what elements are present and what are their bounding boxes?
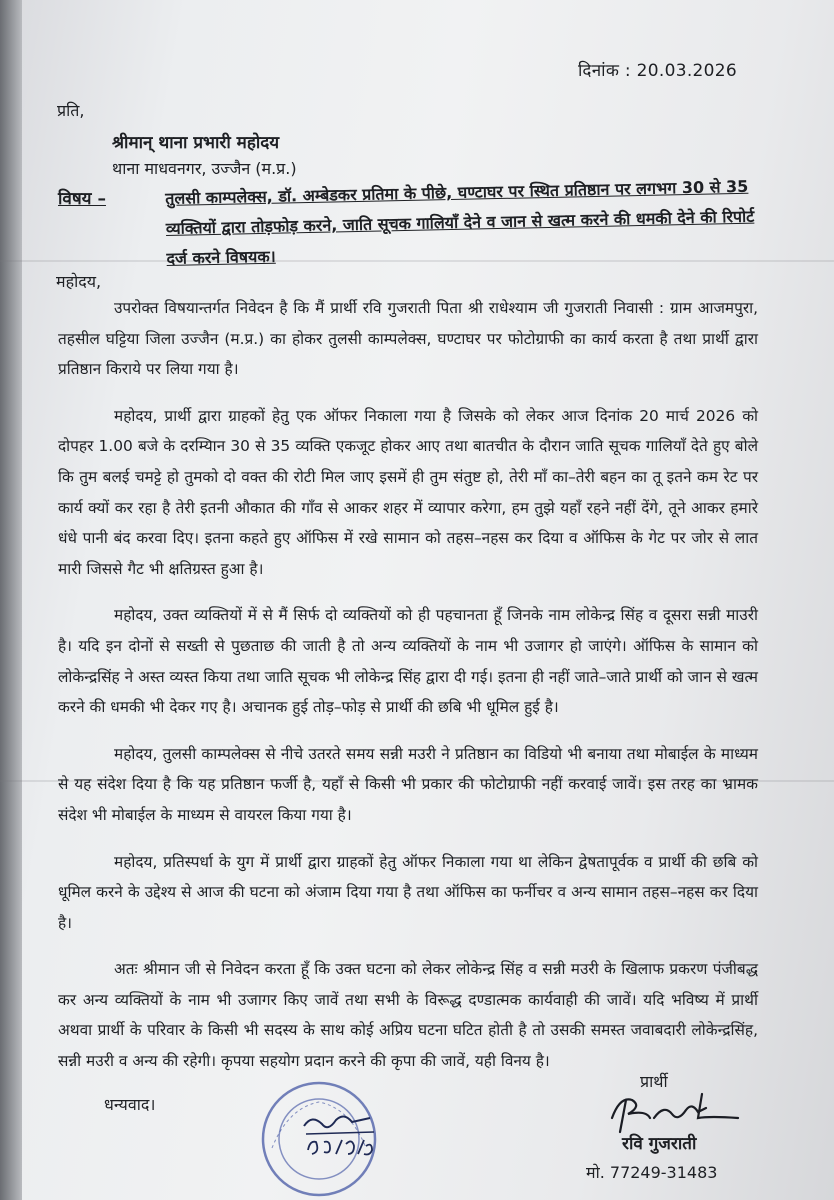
subject-text: तुलसी काम्पलेक्स, डॉ. अम्बेडकर प्रतिमा के पीछे, घण्टाघर पर स्थित प्रतिष्ठान पर लगभग 30 से 35 व्यक्तियों द्वारा तोड़फोड़ करने, जाति सूचक गालियाँ देने व जान से खत्म करने की धमकी देने की रिपोर्ट दर्ज करने विषयक। xyxy=(165,176,755,268)
thanks-text: धन्यवाद। xyxy=(104,1095,156,1114)
paragraph-incident: महोदय, प्रार्थी द्वारा ग्राहकों हेतु एक ऑफर निकाला गया है जिसके को लेकर आज दिनांक 20 मार्च 2026 को दोपहर 1.00 बजे के दरम्यिान 30 से 35 व्यक्ति एकजूट होकर आए तथा बातचीत के दौरान जाति सूचक गालियाँ देते हुए बोले कि तुम बलई चमट्टे हो तुमको दो वक्त की रोटी मिल जाए इसमें ही तुम संतुष्ट हो, तेरी माँ का–तेरी बहन का तू इतने कम रेट पर कार्य क्यों कर रहा है तेरी इतनी औकात की गाँव से आकर शहर में व्यापार करेगा, हम तुझे यहाँ रहने नहीं देंगे, तूने आकर हमारे धंधे पानी बंद करवा दिए। इतना कहते हुए ऑफिस में रखे सामान को तहस–नहस कर दिया व ऑफिस के गेट पर जोर से लात मारी जिससे गैट भी क्षतिग्रस्त हुआ है। xyxy=(58,406,758,578)
letter-date: दिनांक : 20.03.2026 xyxy=(578,61,737,81)
paragraph-intro: उपरोक्त विषयान्तर्गत निवेदन है कि मैं प्रार्थी रवि गुजराती पिता श्री राधेश्याम जी गुजराती निवासी : ग्राम आजमपुरा, तहसील घट्टिया जिला उज्जैन (म.प्र.) का होकर तुलसी काम्पलेक्स, घण्टाघर पर फोटोग्राफी का कार्य करता है तथा प्रार्थी द्वारा प्रतिष्ठान किराये पर लिया गया है। xyxy=(58,299,758,379)
applicant-mobile: मो. 77249-31483 xyxy=(586,1163,718,1182)
signature xyxy=(606,1088,746,1136)
recipient-address: थाना माधवनगर, उज्जैन (म.प्र.) xyxy=(112,159,297,178)
paragraph-accused: महोदय, उक्त व्यक्तियों में से मैं सिर्फ दो व्यक्तियों को ही पहचानता हूँ जिनके नाम लोकेन्द्र सिंह व दूसरा सन्नी माउरी है। यदि इन दोनों से सख्ती से पुछताछ की जाती है तो अन्य व्यक्तियों के नाम भी उजागर हो जाएंगे। ऑफिस के सामान को लोकेन्द्रसिंह ने अस्त व्यस्त किया तथा जाति सूचक भी लोकेन्द्र सिंह द्वारा दी गई। इतना ही नहीं जाते–जाते प्रार्थी को जान से खत्म करने की धमकी भी देकर गए है। अचानक हुई तोड़–फोड़ से प्रार्थी की छबि भी धूमिल हुई है। xyxy=(58,606,758,717)
recipient-title: श्रीमान् थाना प्रभारी महोदय xyxy=(112,133,280,153)
to-label: प्रति, xyxy=(57,101,85,120)
salutation: महोदय, xyxy=(56,272,102,291)
subject-label: विषय – xyxy=(58,189,106,209)
handwritten-stamp-date xyxy=(300,1108,378,1160)
paragraph-request: अतः श्रीमान जी से निवेदन करता हूँ कि उक्त घटना को लेकर लोकेन्द्र सिंह व सन्नी मउरी के खिलाफ प्रकरण पंजीबद्ध कर अन्य व्यक्तियों के नाम भी उजागर किए जावें तथा सभी के विरूद्ध दण्डात्मक कार्यवाही की जावें। यदि भविष्य में प्रार्थी अथवा प्रार्थी के परिवार के किसी भी सदस्य के साथ कोई अप्रिय घटना घटित होती है तो उसकी समस्त जवाबदारी लोकेन्द्रसिंह, सन्नी मउरी व अन्य की रहेगी। कृपया सहयोग प्रदान करने की कृपा की जावें, यही विनय है। xyxy=(58,960,758,1071)
paragraph-video: महोदय, तुलसी काम्पलेक्स से नीचे उतरते समय सन्नी मउरी ने प्रतिष्ठान का विडियो भी बनाया तथा मोबाईल के माध्यम से यह संदेश दिया है कि यह प्रतिष्ठान फर्जी है, यहाँ से किसी भी प्रकार की फोटोग्राफी नहीं करवाई जावें। इस तरह का भ्रामक संदेश भी मोबाईल के माध्यम से वायरल किया गया है। xyxy=(58,744,758,824)
applicant-label: प्रार्थी xyxy=(640,1072,668,1091)
letter-body xyxy=(58,293,758,1093)
applicant-name: रवि गुजराती xyxy=(622,1134,697,1154)
paragraph-motive: महोदय, प्रतिस्पर्धा के युग में प्रार्थी द्वारा ग्राहकों हेतु ऑफर निकाला गया था लेकिन द्वेषतापूर्वक व प्रार्थी की छबि को धूमिल करने के उद्देश्य से आज की घटना को अंजाम दिया गया है तथा ऑफिस का फर्नीचर व अन्य सामान तहस–नहस कर दिया है। xyxy=(58,852,758,932)
